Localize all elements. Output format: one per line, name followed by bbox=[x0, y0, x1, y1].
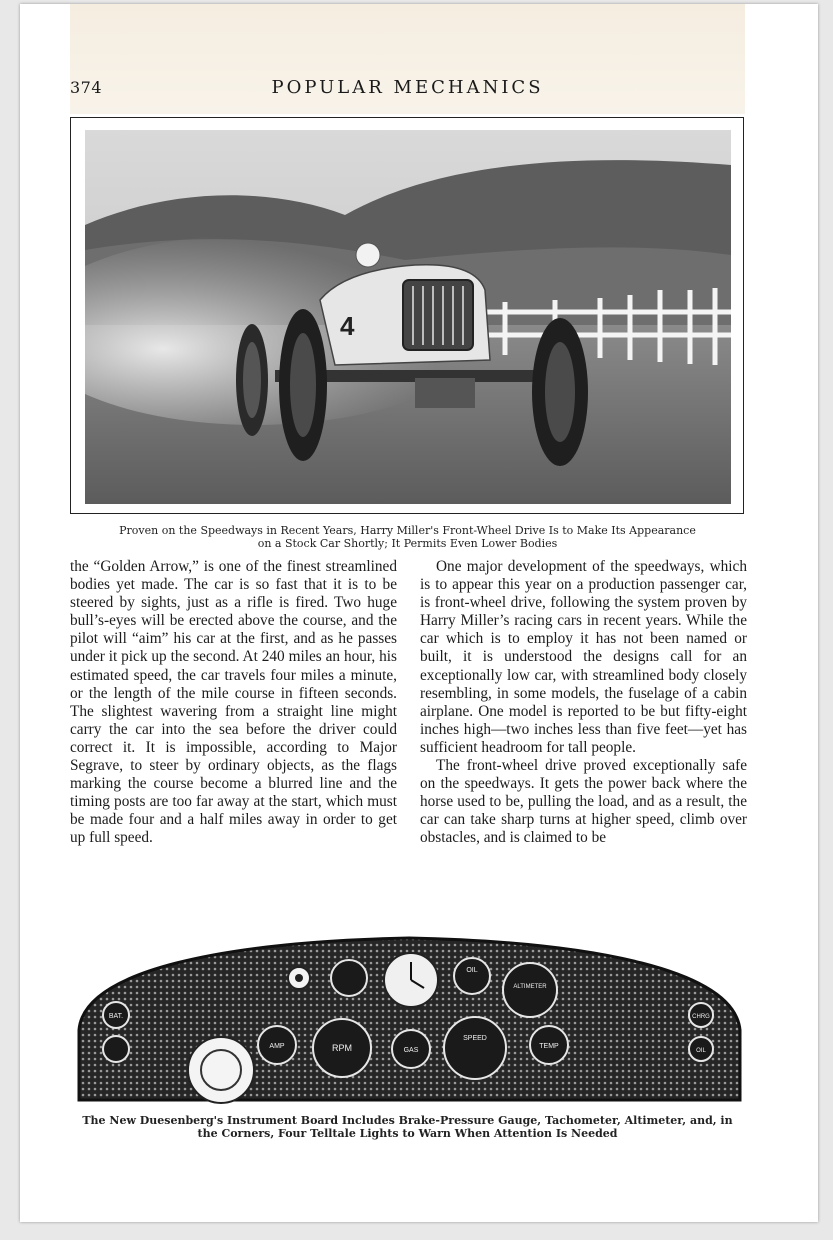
svg-text:OIL: OIL bbox=[696, 1048, 706, 1054]
article-left-column bbox=[70, 558, 397, 848]
temperature-gauge bbox=[530, 1026, 568, 1064]
oil-gauge bbox=[454, 958, 490, 994]
race-car-photo bbox=[70, 117, 744, 514]
svg-text:4: 4 bbox=[340, 311, 355, 341]
svg-text:OIL: OIL bbox=[466, 967, 478, 974]
instrument-board-figure bbox=[74, 930, 744, 1112]
svg-text:TEMP: TEMP bbox=[539, 1043, 559, 1050]
gas-gauge bbox=[392, 1030, 430, 1068]
oil-light bbox=[689, 1037, 713, 1061]
top-figure-caption bbox=[70, 524, 745, 550]
speedometer-gauge bbox=[444, 1017, 506, 1079]
race-car-illustration bbox=[85, 130, 731, 504]
top-caption-line2: on a Stock Car Shortly; It Permits Even Lower Bodies bbox=[257, 537, 558, 550]
ammeter-gauge bbox=[258, 1026, 296, 1064]
instrument-board-illustration bbox=[74, 930, 744, 1108]
svg-text:SPEED: SPEED bbox=[463, 1035, 487, 1042]
left-paragraph: the “Golden Arrow,” is one of the finest streamlined bodies yet made. The car is so fast that it is to be steered by sights, just as a rifle is fired. Two huge bull’s-eyes will be erected above the course, and the pilot will “aim” his car at the first, and as he passes under it pick up the second. At 240 miles an hour, his estimated speed, the car travels four miles a minute, or the length of the mile course in fifteen seconds. The slightest wavering from a straight line might carry the car into the sea before the driver could correct it. It is impossible, according to Major Segrave, to steer by ordinary objects, as the flags marking the course become a blurred line and the timing posts are too far away at the start, which must be made four and a half miles away in order to get up full speed. bbox=[70, 558, 397, 847]
magazine-title: POPULAR MECHANICS bbox=[271, 77, 544, 98]
telltale-light-left bbox=[103, 1036, 129, 1062]
steering-boss bbox=[188, 1037, 254, 1103]
right-paragraph-1: One major development of the speedways, which is to appear this year on a production passenger car, is front-wheel drive, following the system proven by Harry Miller’s racing cars in recent years. While the car which is to employ it has not been named or built, it is understood the designs call for an exceptionally low car, with streamlined body closely resembling, in some models, the fuselage of a cabin airplane. One model is reported to be but fifty-eight inches high—two inches less than five feet—yet has sufficient headroom for tall people. bbox=[420, 558, 747, 756]
svg-text:AMP: AMP bbox=[269, 1043, 285, 1050]
svg-text:ALTIMETER: ALTIMETER bbox=[513, 984, 547, 990]
svg-text:GAS: GAS bbox=[403, 1047, 419, 1054]
brake-pressure-gauge bbox=[331, 960, 367, 996]
svg-text:RPM: RPM bbox=[332, 1043, 352, 1053]
tachometer-gauge bbox=[313, 1019, 371, 1077]
page-number: 374 bbox=[70, 78, 103, 97]
charge-light bbox=[689, 1003, 713, 1027]
right-paragraph-2: The front-wheel drive proved exceptionally safe on the speedways. It gets the power back where the horse used to be, pulling the load, and as a result, the car can take sharp turns at higher speed, climb over obstacles, and is claimed to be bbox=[420, 757, 747, 847]
bottom-caption-line2: the Corners, Four Telltale Lights to Warn When Attention Is Needed bbox=[197, 1127, 618, 1140]
article-right-column bbox=[420, 558, 747, 848]
bottom-caption-line1: The New Duesenberg's Instrument Board Includes Brake-Pressure Gauge, Tachometer, Altimeter, and, in bbox=[82, 1114, 733, 1127]
svg-text:BAT.: BAT. bbox=[108, 1013, 124, 1020]
svg-text:CHRG: CHRG bbox=[692, 1014, 710, 1020]
altimeter-gauge bbox=[503, 963, 557, 1017]
top-caption-line1: Proven on the Speedways in Recent Years, Harry Miller's Front-Wheel Drive Is to Make Its Appearance bbox=[119, 524, 696, 537]
battery-light bbox=[103, 1002, 129, 1028]
bottom-figure-caption bbox=[70, 1114, 745, 1140]
